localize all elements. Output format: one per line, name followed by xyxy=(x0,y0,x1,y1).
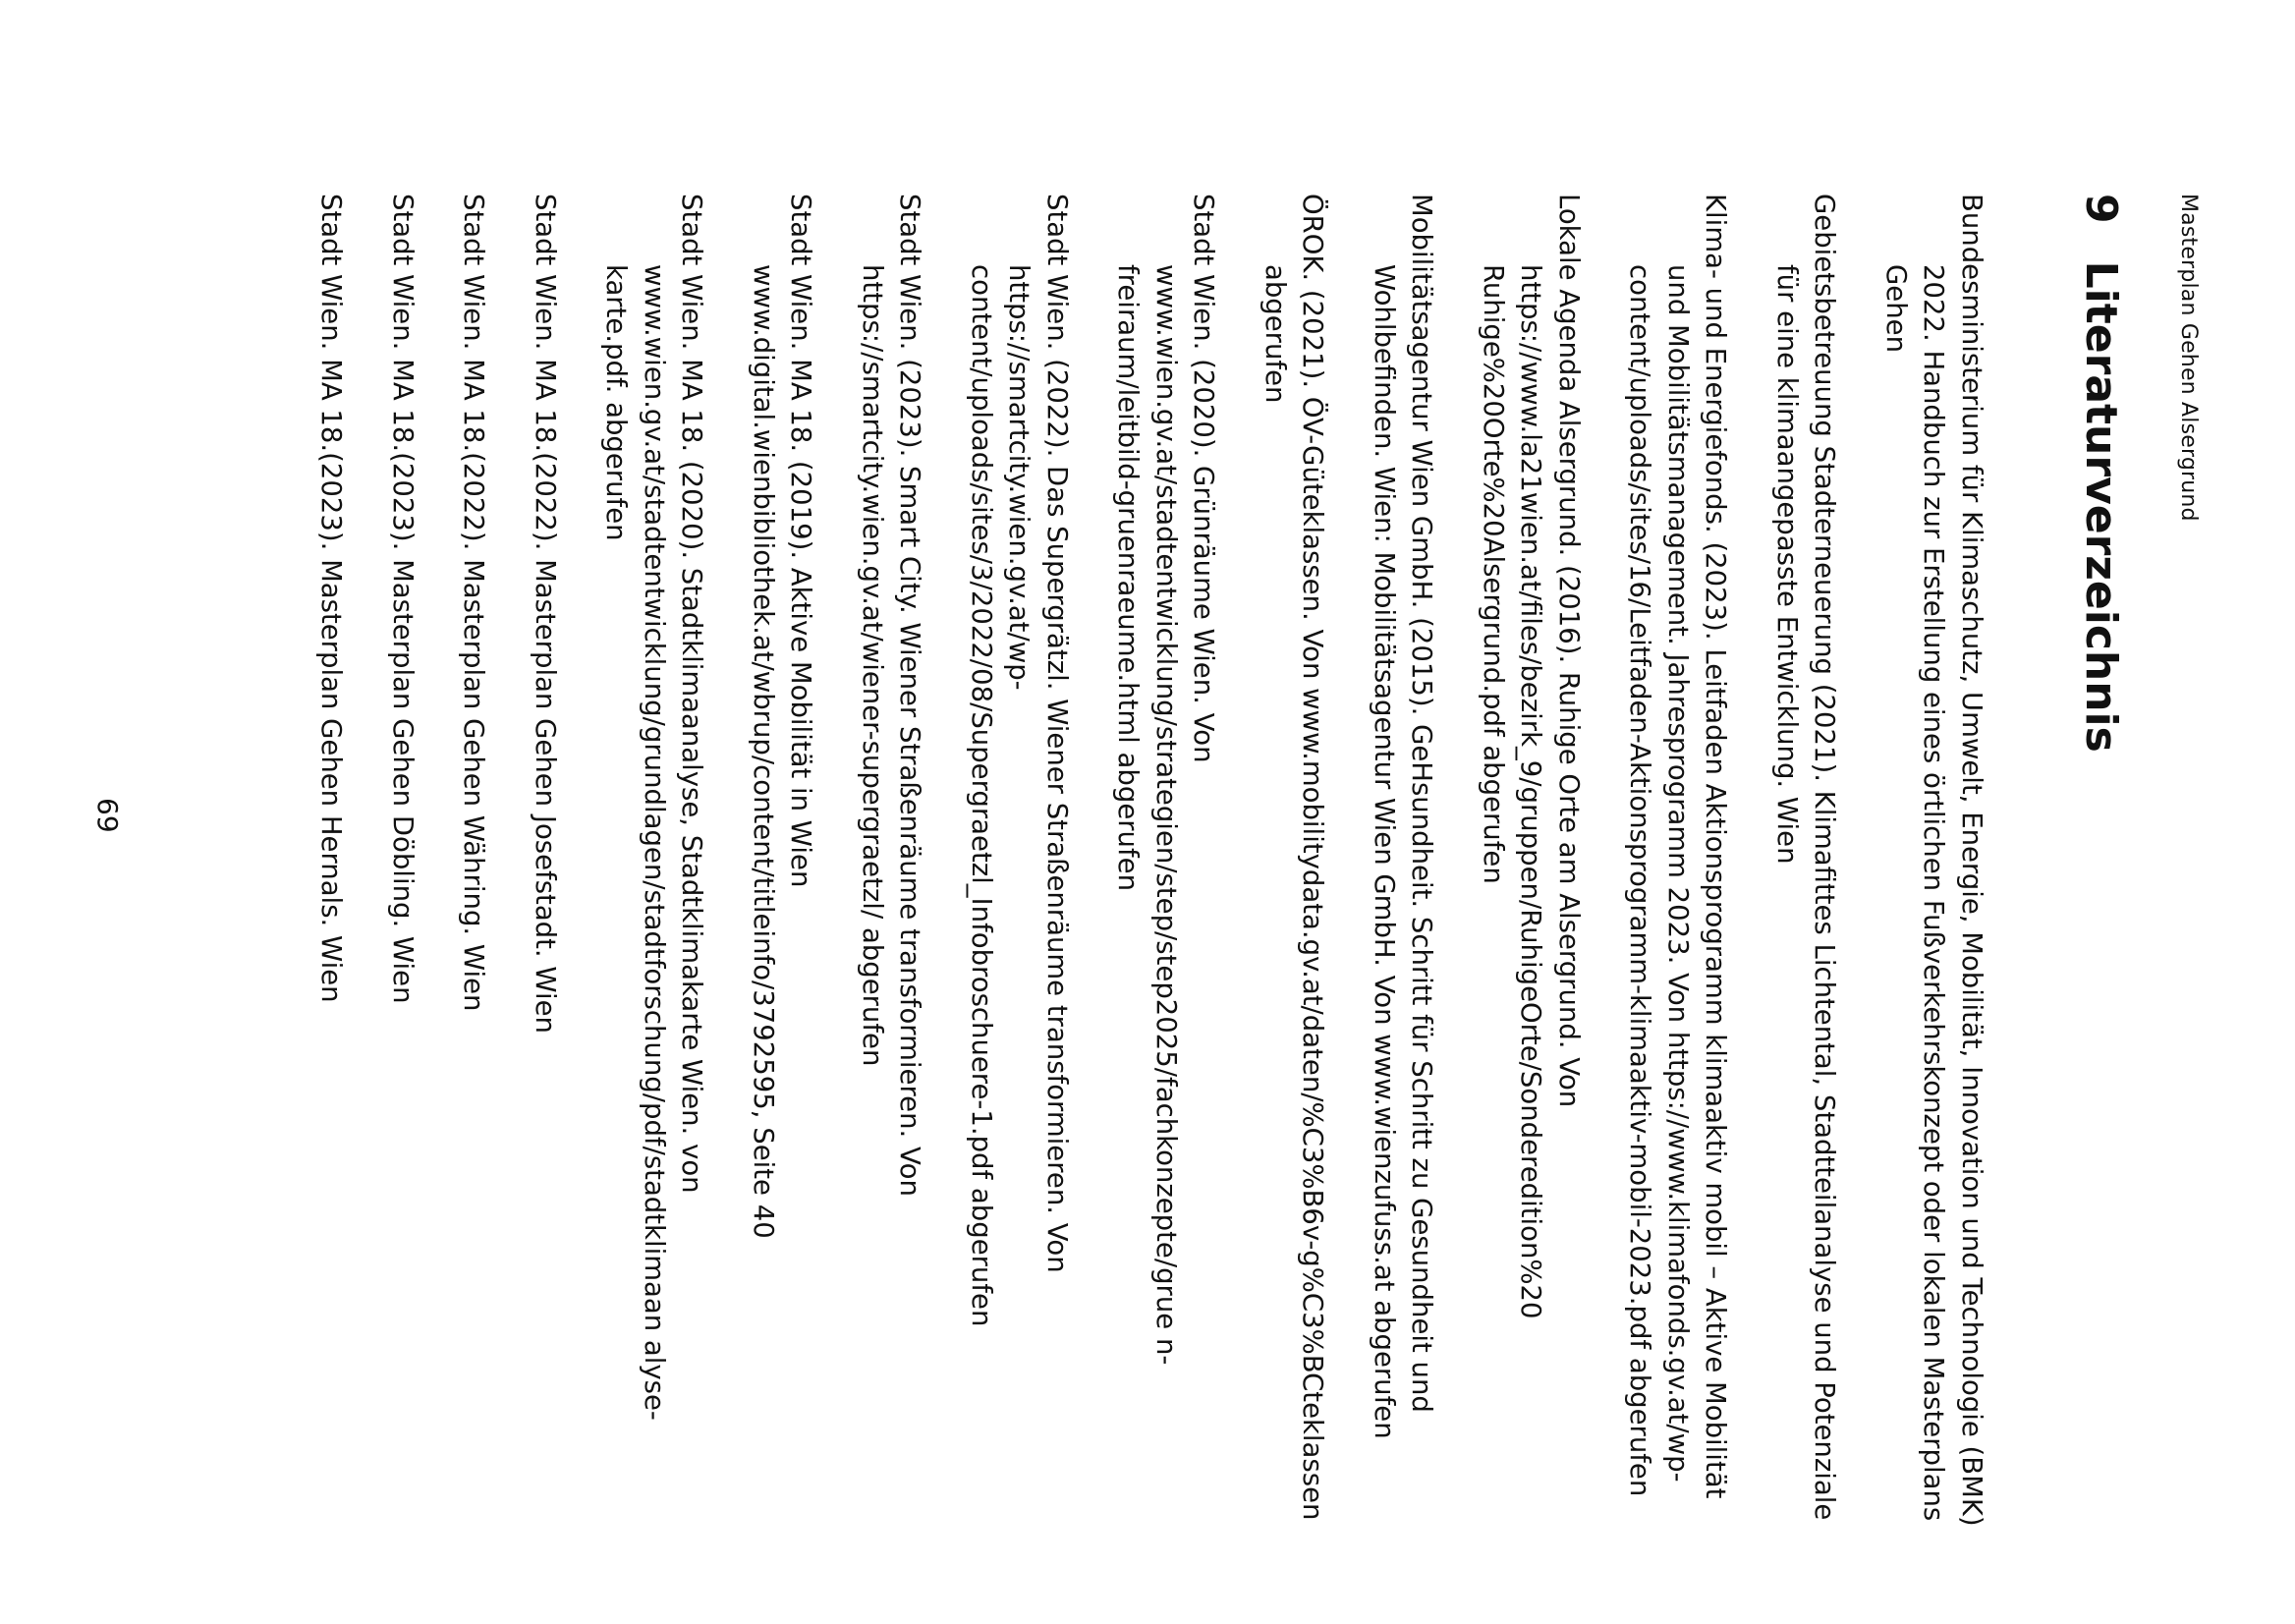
reference-entry: Bundesministerium für Klimaschutz, Umwelt, Energie, Mobilität, Innovation und Technologie (BMK) 2022. Handbuch zur Erstellung eines örtlichen Fußverkehrskonzept oder lokalen Masterplans Gehen xyxy=(1880,194,1987,1527)
section-heading xyxy=(2076,194,2126,753)
section-number: 9 xyxy=(2076,194,2126,224)
reference-entry: Mobilitätsagentur Wien GmbH. (2015). GeHsundheit. Schritt für Schritt zu Gesundheit und Wohlbefinden. Wien: Mobilitätsagentur Wien GmbH. Von www.wienzufuss.at abgerufen xyxy=(1369,194,1438,1439)
reference-entry: Stadt Wien. MA 18.(2023). Masterplan Gehen Hernals. Wien xyxy=(315,194,348,1003)
reference-entry: Stadt Wien. MA 18. (2020). Stadtklimaanalyse, Stadtklimakarte Wien. von www.wien.gv.at/stadtentwicklung/grundlagen/stadtforschung/pdf/stadtklimaan alyse-karte.pdf. abgerufen xyxy=(600,194,708,1421)
reference-entry: Stadt Wien. MA 18. (2019). Aktive Mobilität in Wien www.digital.wienbibliothek.at/wbrup/content/titleinfo/3792595, Seite 40 xyxy=(748,194,817,1239)
reference-entry: Gebietsbetreuung Stadterneuerung (2021). Klimafittes Lichtental, Stadtteilanalyse und Potenziale für eine klimaangepasste Entwicklung. Wien xyxy=(1771,194,1841,1521)
reference-entry: Stadt Wien. MA 18.(2022). Masterplan Gehen Josefstadt. Wien xyxy=(530,194,561,1034)
reference-entry: Lokale Agenda Alsergrund. (2016). Ruhige Orte am Alsergrund. Von https://www.la21wien.at/files/bezirk_9/gruppen/RuhigeOrte/Sonderedition%20 Ruhige%20Orte%20Alsergrund.pdf abgerufen xyxy=(1478,194,1585,1319)
reference-entry: Klima- und Energiefonds. (2023). Leitfaden Aktionsprogramm klimaaktiv mobil – Aktive Mobilität und Mobilitätsmanagement. Jahresprogramm 2023. Von https://www.klimafonds.gv.at/wp-content/uploads/sites/16/Leitfaden-Aktionsprogramm-klimaaktiv-mobil-2023.pdf abgerufen xyxy=(1624,194,1732,1499)
reference-entry: Stadt Wien. (2023). Smart City. Wiener Straßenräume transformieren. Von https://smartcity.wien.gv.at/wiener-supergraetzl/ abgerufen xyxy=(857,194,926,1197)
section-title: Literaturverzeichnis xyxy=(2076,260,2126,753)
reference-entry: Stadt Wien. (2022). Das Supergrätzl. Wiener Straßenräume transformieren. Von https://smartcity.wien.gv.at/wp-content/uploads/sites/3/2022/08/Supergraetzl_Infobroschuere-1.pdf abgerufen xyxy=(966,194,1073,1327)
reference-entry: ÖROK. (2021). ÖV-Güteklassen. Von www.mobilitydata.gv.at/daten/%C3%B6v-g%C3%BCteklassen abgerufen xyxy=(1259,194,1329,1521)
reference-entry: Stadt Wien. (2020). Grünräume Wien. Von www.wien.gv.at/stadtentwicklung/strategien/step/step2025/fachkonzepte/grue n-freiraum/leitbild-gruenraeume.html abgerufen xyxy=(1112,194,1220,1366)
reference-entry: Stadt Wien. MA 18.(2022). Masterplan Gehen Währing. Wien xyxy=(458,194,490,1012)
page-number: 69 xyxy=(91,798,124,833)
reference-list xyxy=(279,194,1990,1530)
running-header: Masterplan Gehen Alsergrund xyxy=(2176,194,2201,522)
reference-entry: Stadt Wien. MA 18.(2023). Masterplan Gehen Döbling. Wien xyxy=(387,194,419,1004)
